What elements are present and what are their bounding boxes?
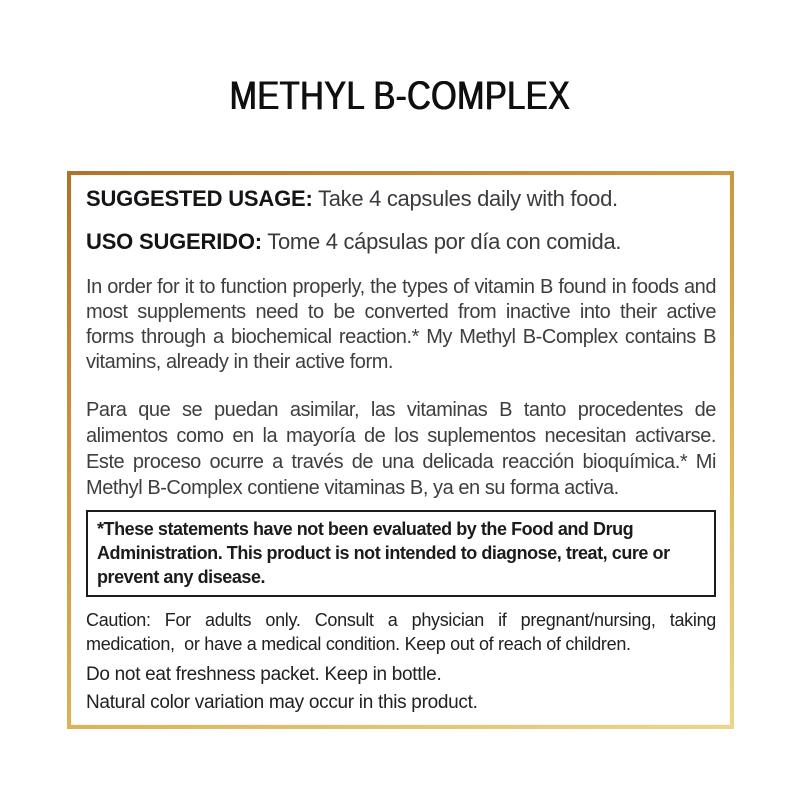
suggested-usage-label: SUGGESTED USAGE: xyxy=(86,186,313,211)
fda-disclaimer-box: *These statements have not been evaluated by the Food and Drug Administration. This product is not intended to diagnose, treat, cure or prevent any disease. xyxy=(86,510,716,597)
usage-panel xyxy=(71,175,730,725)
uso-sugerido-text: Tome 4 cápsulas por día con comida. xyxy=(267,229,622,254)
uso-sugerido-line xyxy=(86,229,716,255)
uso-sugerido-label: USO SUGERIDO: xyxy=(86,229,262,254)
suggested-usage-line xyxy=(86,186,716,212)
usage-panel-gold-frame xyxy=(67,171,734,729)
color-variation-note: Natural color variation may occur in this product. xyxy=(86,692,478,713)
description-spanish: Para que se puedan asimilar, las vitaminas B tanto procedentes de alimentos como en la mayoría de los suplementos necesitan activarse. Este proceso ocurre a través de una delicada reacción bioquímica.* Mi Methyl B-Complex contiene vitaminas B, ya en su forma activa. xyxy=(86,399,716,499)
suggested-usage-text: Take 4 capsules daily with food. xyxy=(318,186,618,211)
product-title: METHYL B-COMPLEX xyxy=(229,74,571,118)
caution-text: Caution: For adults only. Consult a physician if pregnant/nursing, taking medication, or have a medical condition. Keep out of reach of children. xyxy=(86,610,721,654)
storage-instruction: Do not eat freshness packet. Keep in bottle. xyxy=(86,664,442,685)
description-english: In order for it to function properly, the types of vitamin B found in foods and most supplements need to be converted from inactive into their active forms through a biochemical reaction.* My Methyl B-Complex contains B vitamins, already in their active form. xyxy=(86,276,716,373)
